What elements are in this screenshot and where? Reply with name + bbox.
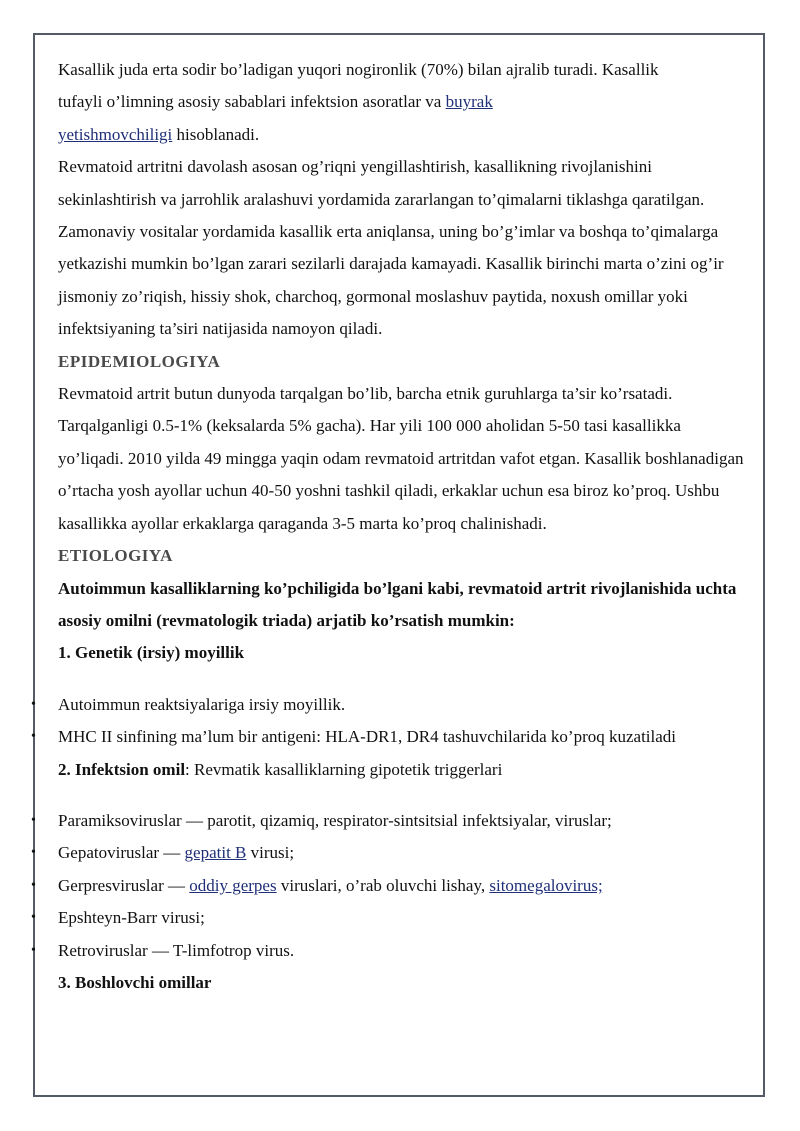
list-item: • Retroviruslar — T-limfotrop virus. <box>58 935 748 967</box>
list-item: • Gerpresviruslar — oddiy gerpes viruslari, o’rab oluvchi lishay, sitomegalovirus; <box>58 870 748 902</box>
intro-paragraph <box>58 54 748 151</box>
list-item: • Autoimmun reaktsiyalariga irsiy moyillik. <box>58 689 748 721</box>
link-gepatit-b[interactable]: gepatit B <box>184 843 247 863</box>
list-item: • Epshteyn-Barr virusi; <box>58 902 748 934</box>
factor-infection-heading: 2. Infektsion omil: Revmatik kasalliklarning gipotetik triggerlari <box>58 759 503 779</box>
spacer <box>58 670 748 689</box>
list-item: • MHC II sinfining ma’lum bir antigeni: HLA-DR1, DR4 tashuvchilarida ko’proq kuzatiladi <box>58 721 748 753</box>
spacer <box>58 786 748 805</box>
link-yetishmovchiligi[interactable]: yetishmovchiligi <box>58 124 173 144</box>
bullet-icon: • <box>31 812 36 828</box>
link-oddiy-gerpes[interactable]: oddiy gerpes <box>189 875 277 895</box>
factor-trigger-heading: 3. Boshlovchi omillar <box>58 972 212 992</box>
infection-factor-list <box>31 805 748 967</box>
intro-line-3-rest: hisoblanadi. <box>172 124 260 144</box>
epidemiology-heading: EPIDEMIOLOGIYA <box>58 351 221 371</box>
intro-line-2: tufayli o’limning asosiy sabablari infektsion asoratlar va <box>58 92 446 112</box>
link-buyrak[interactable]: buyrak <box>445 92 493 112</box>
genetic-factor-list <box>31 689 748 754</box>
etiology-intro: Autoimmun kasalliklarning ko’pchiligida bo’lgani kabi, revmatoid artrit rivojlanishida uchta asosiy omilni (revmatologik triada) arjatib ko’rsatish mumkin: <box>58 578 737 630</box>
list-item: • Paramiksoviruslar — parotit, qizamiq, respirator-sintsitsial infektsiyalar, viruslar; <box>58 805 748 837</box>
bullet-icon: • <box>31 942 36 958</box>
bullet-icon: • <box>31 877 36 893</box>
bullet-icon: • <box>31 729 36 745</box>
intro-line-1: Kasallik juda erta sodir bo’ladigan yuqori nogironlik (70%) bilan ajralib turadi. Kasallik <box>58 60 659 79</box>
bullet-icon: • <box>31 910 36 926</box>
bullet-icon: • <box>31 845 36 861</box>
document-body <box>31 54 748 999</box>
factor-genetic-heading: 1. Genetik (irsiy) moyillik <box>58 643 245 663</box>
link-sitomegalovirus[interactable]: sitomegalovirus; <box>489 875 603 895</box>
etiology-heading: ETIOLOGIYA <box>58 546 173 566</box>
epidemiology-paragraph: Revmatoid artrit butun dunyoda tarqalgan bo’lib, barcha etnik guruhlarga ta’sir ko’rsatadi. Tarqalganligi 0.5-1% (keksalarda 5% gacha). Har yili 100 000 aholidan 5-50 tasi kasallikka yo’liqadi. 2010 yilda 49 mingga yaqin odam revmatoid artritdan vafot etgan. Kasallik boshlanadigan o’rtacha yosh ayollar uchun 40-50 yoshni tashkil qiladi, erkaklar uchun esa biroz ko’proq. Ushbu kasallikka ayollar erkaklarga qaraganda 3-5 marta ko’proq chalinishadi. <box>58 384 744 533</box>
treatment-paragraph: Revmatoid artritni davolash asosan og’riqni yengillashtirish, kasallikning rivojlanishini sekinlashtirish va jarrohlik aralashuvi yordamida zararlangan to’qimalarni tiklashga qaratilgan. Zamonaviy vositalar yordamida kasallik erta aniqlansa, uning bo’g’imlar va boshqa to’qimalarga yetkazishi mumkin bo’lgan zarari sezilarli darajada kamayadi. Kasallik birinchi marta o’zini og’ir jismoniy zo’riqish, hissiy shok, charchoq, gormonal moslashuv paytida, noxush omillar yoki infektsiyaning ta’siri natijasida namoyon qiladi. <box>58 157 724 339</box>
bullet-icon: • <box>31 696 36 712</box>
list-item: • Gepatoviruslar — gepatit B virusi; <box>58 837 748 869</box>
